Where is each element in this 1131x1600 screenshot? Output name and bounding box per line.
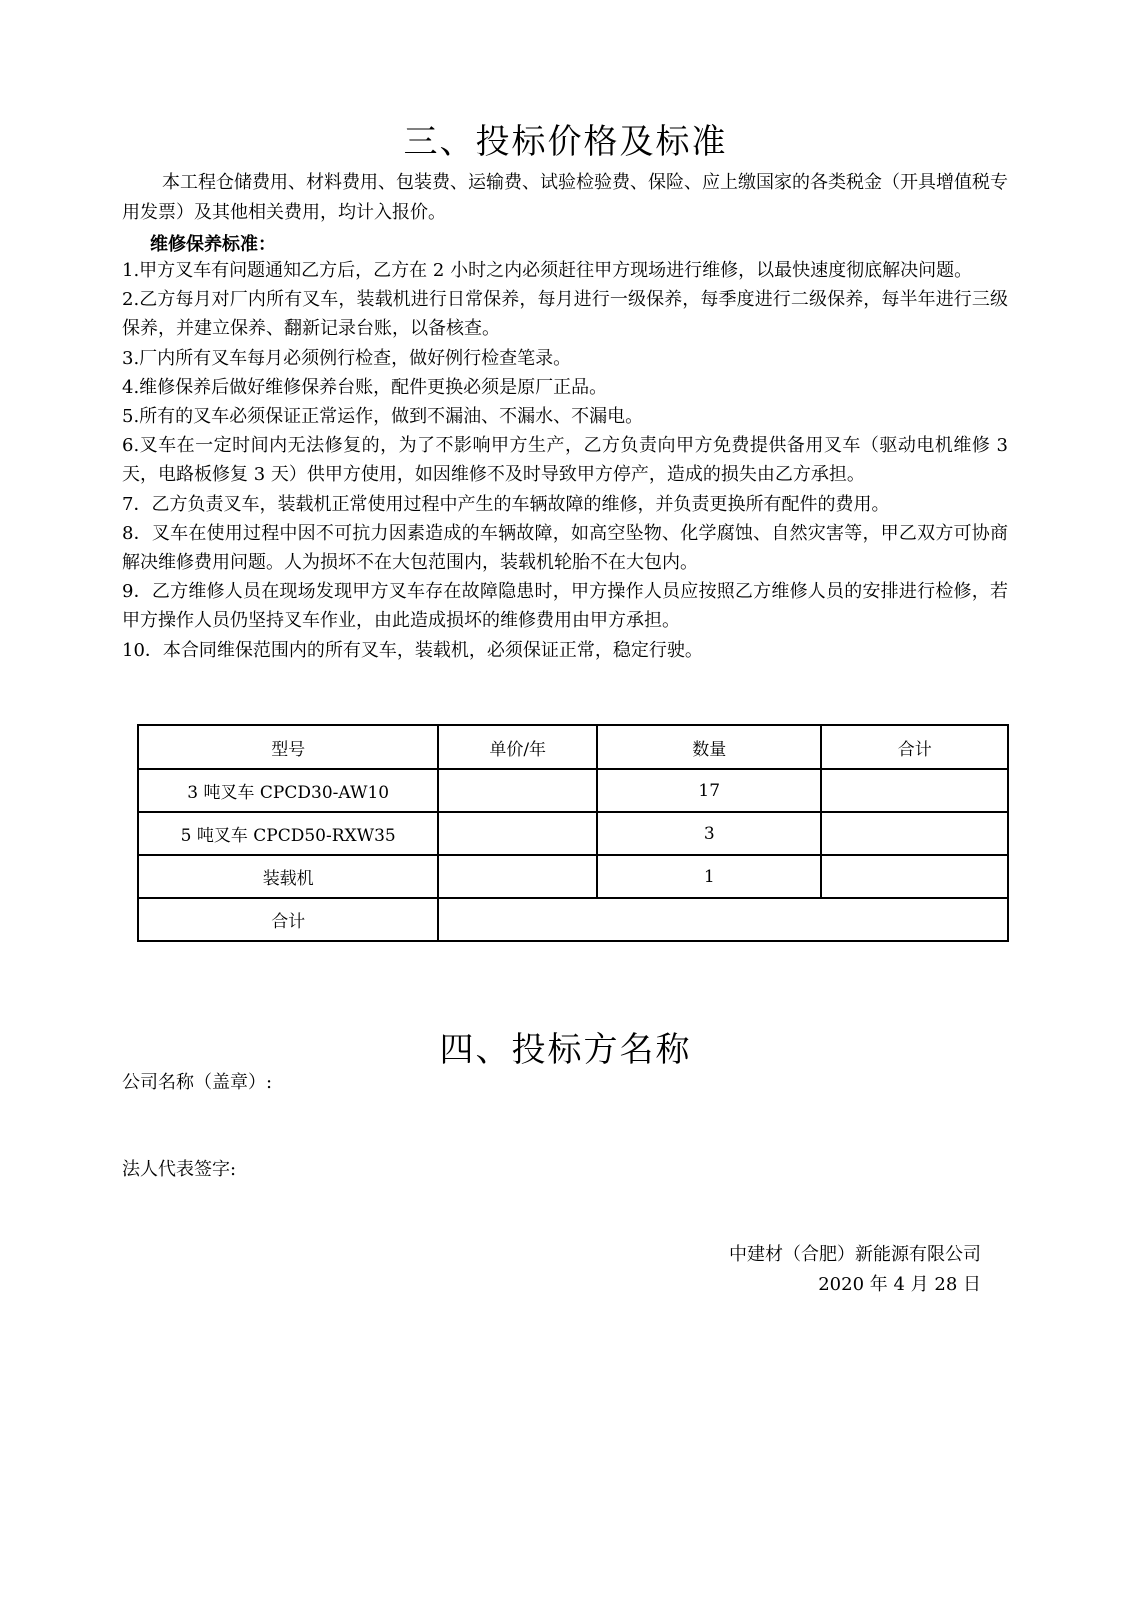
- issuer-name: 中建材（合肥）新能源有限公司: [729, 1244, 981, 1265]
- header-model: 型号: [138, 725, 438, 769]
- header-unit-price: 单价/年: [438, 725, 597, 769]
- header-quantity: 数量: [597, 725, 821, 769]
- section3-title: 三、投标价格及标准: [403, 122, 728, 162]
- standard-item-7: 7．乙方负责叉车，装载机正常使用过程中产生的车辆故障的维修，并负责更换所有配件的费用。: [122, 493, 890, 515]
- cell-quantity: 1: [597, 855, 821, 898]
- standard-item-4: 4.维修保养后做好维修保养台账，配件更换必须是原厂正品。: [122, 376, 608, 398]
- table-row: [138, 812, 1008, 855]
- section3-intro: 本工程仓储费用、材料费用、包装费、运输费、试验检验费、保险、应上缴国家的各类税金（开具增值税专用发票）及其他相关费用，均计入报价。: [122, 172, 1008, 223]
- total-value: [438, 898, 1008, 941]
- standard-item-6: 6.叉车在一定时间内无法修复的，为了不影响甲方生产，乙方负责向甲方免费提供备用叉车（驱动电机维修 3 天，电路板修复 3 天）供甲方使用，如因维修不及时导致甲方停产，造成的损失由乙方承担。: [122, 435, 1008, 486]
- legal-rep-signature-label: 法人代表签字:: [122, 1159, 237, 1180]
- cell-unit-price: [438, 855, 597, 898]
- cell-quantity: 17: [597, 769, 821, 812]
- total-label: 合计: [138, 898, 438, 941]
- cell-model: 3 吨叉车 CPCD30-AW10: [138, 769, 438, 812]
- standard-item-9: 9．乙方维修人员在现场发现甲方叉车存在故障隐患时，甲方操作人员应按照乙方维修人员的安排进行检修，若甲方操作人员仍坚持叉车作业，由此造成损坏的维修费用由甲方承担。: [122, 581, 1008, 632]
- cell-total: [821, 769, 1008, 812]
- cell-unit-price: [438, 769, 597, 812]
- issue-date: 2020 年 4 月 28 日: [818, 1274, 981, 1295]
- cell-model: 5 吨叉车 CPCD50-RXW35: [138, 812, 438, 855]
- table-total-row: [138, 898, 1008, 941]
- cell-quantity: 3: [597, 812, 821, 855]
- standard-item-2: 2.乙方每月对厂内所有叉车，装载机进行日常保养，每月进行一级保养，每季度进行二级保养，每半年进行三级保养，并建立保养、翻新记录台账，以备核查。: [122, 289, 1008, 340]
- cell-model: 装载机: [138, 855, 438, 898]
- cell-total: [821, 812, 1008, 855]
- standard-item-3: 3.厂内所有叉车每月必须例行检查，做好例行检查笔录。: [122, 347, 572, 369]
- table-row: [138, 769, 1008, 812]
- cell-unit-price: [438, 812, 597, 855]
- maintenance-standard-heading: 维修保养标准：: [150, 234, 276, 255]
- company-name-label: 公司名称（盖章）:: [122, 1072, 273, 1093]
- standard-item-10: 10．本合同维保范围内的所有叉车，装载机，必须保证正常，稳定行驶。: [122, 639, 703, 661]
- standard-item-5: 5.所有的叉车必须保证正常运作，做到不漏油、不漏水、不漏电。: [122, 406, 644, 428]
- section4-title: 四、投标方名称: [439, 1030, 692, 1070]
- cell-total: [821, 855, 1008, 898]
- maintenance-standard-list: [122, 256, 1008, 665]
- table-row: [138, 855, 1008, 898]
- price-table-header-row: [138, 725, 1008, 769]
- header-total: 合计: [821, 725, 1008, 769]
- issuer-block: [729, 1240, 981, 1300]
- price-table: [137, 724, 1009, 942]
- standard-item-1: 1.甲方叉车有问题通知乙方后，乙方在 2 小时之内必须赶往甲方现场进行维修，以最快速度彻底解决问题。: [122, 260, 973, 281]
- standard-item-8: 8．叉车在使用过程中因不可抗力因素造成的车辆故障，如高空坠物、化学腐蚀、自然灾害等，甲乙双方可协商解决维修费用问题。人为损坏不在大包范围内，装载机轮胎不在大包内。: [122, 522, 1008, 574]
